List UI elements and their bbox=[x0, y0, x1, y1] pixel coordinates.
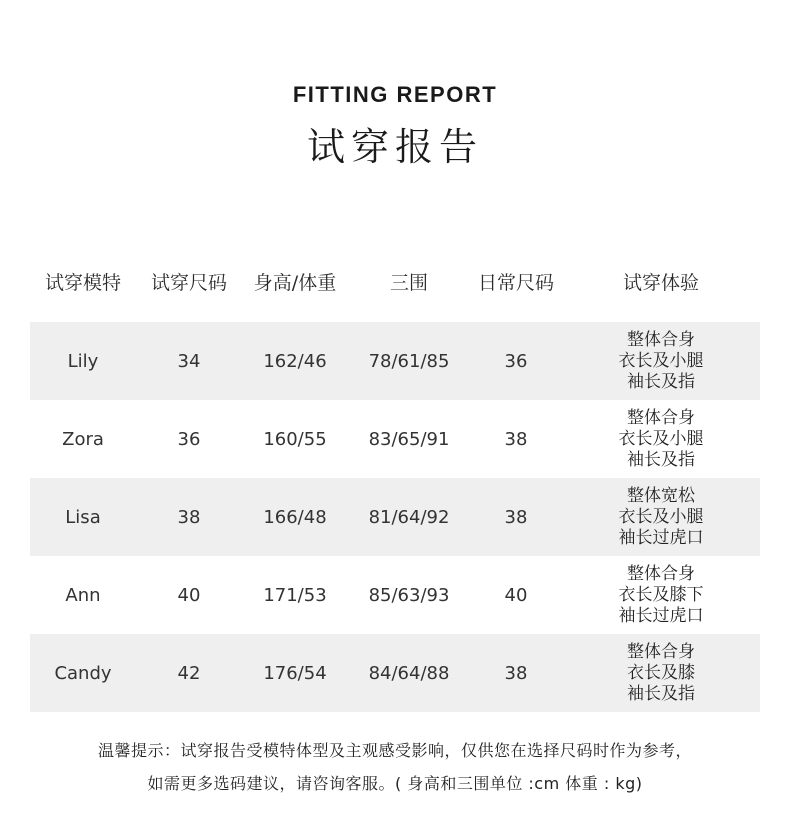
header-experience: 试穿体验 bbox=[622, 271, 699, 294]
header-daily-size: 日常尺码 bbox=[477, 271, 554, 294]
cell-experience bbox=[562, 486, 760, 549]
cell-height-weight: 160/55 bbox=[263, 428, 327, 450]
cell-daily-size: 36 bbox=[504, 350, 528, 372]
cell-model: Ann bbox=[65, 584, 101, 606]
cell-experience bbox=[562, 642, 760, 705]
header-size: 试穿尺码 bbox=[150, 271, 227, 294]
experience-line: 衣长及小腿 bbox=[618, 506, 704, 527]
cell-height-weight: 162/46 bbox=[263, 350, 327, 372]
title-english: FITTING REPORT bbox=[292, 82, 498, 107]
cell-measurements: 85/63/93 bbox=[368, 584, 450, 606]
experience-line: 袖长及指 bbox=[627, 449, 695, 470]
cell-height-weight: 166/48 bbox=[263, 506, 327, 528]
experience-line: 衣长及小腿 bbox=[618, 428, 704, 449]
cell-measurements: 81/64/92 bbox=[368, 506, 450, 528]
table-row bbox=[30, 478, 760, 556]
table-row bbox=[30, 556, 760, 634]
cell-model: Lisa bbox=[65, 506, 101, 528]
table-header bbox=[30, 248, 760, 314]
table-row bbox=[30, 322, 760, 400]
header-model: 试穿模特 bbox=[44, 271, 121, 294]
title-chinese: 试穿报告 bbox=[306, 125, 483, 169]
experience-line: 衣长及小腿 bbox=[618, 350, 704, 371]
experience-line: 袖长过虎口 bbox=[618, 605, 704, 626]
experience-line: 整体合身 bbox=[627, 641, 695, 662]
cell-experience bbox=[562, 330, 760, 393]
cell-measurements: 78/61/85 bbox=[368, 350, 450, 372]
cell-size: 38 bbox=[177, 506, 201, 528]
cell-daily-size: 38 bbox=[504, 428, 528, 450]
cell-size: 36 bbox=[177, 428, 201, 450]
experience-line: 衣长及膝下 bbox=[618, 584, 704, 605]
fitting-table bbox=[30, 248, 760, 712]
experience-line: 整体合身 bbox=[627, 329, 695, 350]
cell-measurements: 84/64/88 bbox=[368, 662, 450, 684]
cell-model: Lily bbox=[67, 350, 99, 372]
cell-size: 34 bbox=[177, 350, 201, 372]
experience-line: 整体合身 bbox=[627, 563, 695, 584]
cell-experience bbox=[562, 564, 760, 627]
experience-line: 袖长及指 bbox=[627, 683, 695, 704]
experience-line: 衣长及膝 bbox=[627, 662, 695, 683]
header-height-weight: 身高/体重 bbox=[253, 271, 337, 294]
experience-line: 袖长及指 bbox=[627, 371, 695, 392]
cell-daily-size: 38 bbox=[504, 506, 528, 528]
experience-line: 整体宽松 bbox=[627, 485, 695, 506]
cell-size: 40 bbox=[177, 584, 201, 606]
tip-note-line-2: 如需更多选码建议，请咨询客服。( 身高和三围单位 :cm 体重 : kg) bbox=[147, 774, 643, 793]
cell-daily-size: 38 bbox=[504, 662, 528, 684]
cell-height-weight: 176/54 bbox=[263, 662, 327, 684]
cell-experience bbox=[562, 408, 760, 471]
table-row bbox=[30, 634, 760, 712]
experience-line: 袖长过虎口 bbox=[618, 527, 704, 548]
experience-line: 整体合身 bbox=[627, 407, 695, 428]
tip-note-line-1: 温馨提示：试穿报告受模特体型及主观感受影响，仅供您在选择尺码时作为参考， bbox=[97, 741, 692, 760]
cell-height-weight: 171/53 bbox=[263, 584, 327, 606]
cell-size: 42 bbox=[177, 662, 201, 684]
cell-model: Zora bbox=[62, 428, 104, 450]
cell-model: Candy bbox=[54, 662, 112, 684]
table-row bbox=[30, 400, 760, 478]
cell-daily-size: 40 bbox=[504, 584, 528, 606]
cell-measurements: 83/65/91 bbox=[368, 428, 450, 450]
header-measurements: 三围 bbox=[389, 271, 428, 294]
